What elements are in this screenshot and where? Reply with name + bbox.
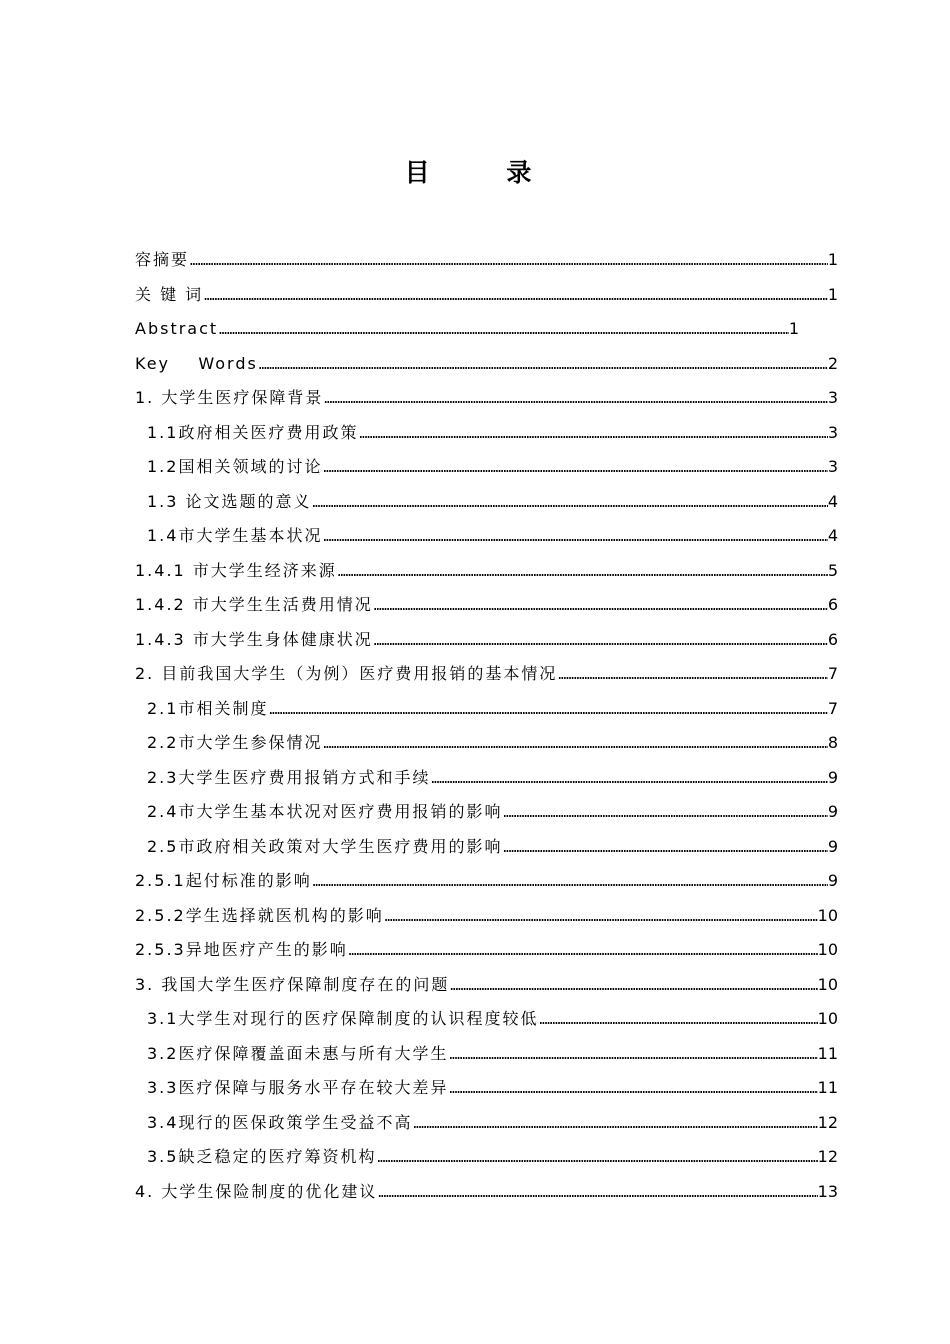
- toc-entry-label: 3.4现行的医保政策学生受益不高: [147, 1112, 413, 1132]
- toc-leader-dots: [373, 625, 828, 658]
- toc-entry-label: 关 键 词: [135, 284, 204, 304]
- toc-entry-label: 3.2医疗保障覆盖面未惠与所有大学生: [147, 1043, 449, 1063]
- toc-entry[interactable]: [135, 416, 838, 451]
- toc-leader-dots: [502, 832, 827, 865]
- toc-leader-dots: [323, 383, 827, 416]
- toc-entry[interactable]: [135, 1106, 838, 1141]
- toc-entry[interactable]: [135, 864, 838, 899]
- toc-entry-page: 3: [827, 422, 838, 442]
- toc-entry-label: 1. 大学生医疗保障背景: [135, 388, 324, 407]
- toc-leader-dots: [502, 797, 827, 830]
- toc-entry[interactable]: [135, 933, 838, 968]
- toc-entry-page: 12: [817, 1147, 838, 1166]
- toc-entry-page: 9: [827, 836, 838, 856]
- toc-entry-label: Key Words: [135, 353, 258, 373]
- toc-leader-dots: [430, 763, 827, 796]
- toc-entry-page: 13: [817, 1181, 838, 1201]
- toc-leader-dots: [322, 521, 827, 554]
- toc-entry[interactable]: [135, 1002, 838, 1037]
- toc-entry-page: 10: [817, 1009, 838, 1028]
- toc-entry[interactable]: [135, 347, 838, 382]
- toc-entry-page: 6: [827, 595, 838, 614]
- toc-entry-page: 7: [827, 664, 838, 683]
- toc-leader-dots: [312, 487, 828, 520]
- toc-leader-dots: [377, 1177, 817, 1210]
- toc-entry[interactable]: [135, 243, 838, 278]
- toc-entry-label: 1.4.2 市大学生生活费用情况: [135, 595, 373, 614]
- toc-entry-label: 2.5.1起付标准的影响: [135, 871, 312, 890]
- toc-entry-label: 容摘要: [135, 250, 190, 269]
- toc-leader-dots: [376, 1142, 817, 1175]
- toc-entry-page: 3: [827, 457, 838, 476]
- toc-entry-label: 3.5缺乏稳定的医疗筹资机构: [147, 1147, 377, 1166]
- toc-entry[interactable]: [135, 623, 838, 658]
- toc-entry-page: 5: [827, 560, 838, 580]
- toc-leader-dots: [412, 1108, 817, 1141]
- toc-entry[interactable]: [135, 795, 838, 830]
- toc-entry-label: 1.1政府相关医疗费用政策: [147, 422, 359, 442]
- toc-entry-page: 8: [827, 733, 838, 752]
- toc-entry[interactable]: [135, 968, 838, 1003]
- toc-entry-label: 2.4市大学生基本状况对医疗费用报销的影响: [147, 802, 503, 821]
- toc-entry-page: 3: [827, 388, 838, 407]
- toc-entry-page: 11: [817, 1078, 838, 1097]
- toc-entry-page: 10: [817, 940, 838, 959]
- toc-leader-dots: [268, 694, 827, 727]
- toc-entry[interactable]: [135, 830, 838, 865]
- toc-entry-label: 2.5.2学生选择就医机构的影响: [135, 905, 384, 925]
- toc-leader-dots: [337, 556, 828, 589]
- toc-entry-page: 1: [827, 250, 838, 269]
- toc-entry-label: Abstract: [135, 319, 219, 338]
- toc-entry-page: 4: [827, 491, 838, 511]
- toc-entry-label: 1.3 论文选题的意义: [147, 491, 312, 511]
- toc-entry[interactable]: [135, 1071, 838, 1106]
- toc-entry[interactable]: [135, 588, 838, 623]
- toc-leader-dots: [557, 659, 827, 692]
- toc-entry-page: 10: [817, 974, 838, 994]
- toc-leader-dots: [384, 901, 818, 934]
- toc-entry-label: 3.3医疗保障与服务水平存在较大差异: [147, 1078, 449, 1097]
- toc-entry-label: 2.2市大学生参保情况: [147, 733, 323, 752]
- toc-entry[interactable]: [135, 657, 838, 692]
- toc-leader-dots: [448, 1073, 817, 1106]
- toc-entry[interactable]: [135, 381, 838, 416]
- toc-leader-dots: [189, 245, 828, 278]
- toc-entry-page: 4: [827, 526, 838, 545]
- toc-entry[interactable]: [135, 761, 838, 796]
- toc-entry[interactable]: [135, 485, 838, 520]
- toc-entry-label: 1.4.3 市大学生身体健康状况: [135, 629, 373, 649]
- toc-leader-dots: [449, 970, 817, 1003]
- toc-entry[interactable]: [135, 278, 838, 313]
- toc-title: 目 录: [404, 158, 566, 187]
- toc-entry-page: 9: [827, 871, 838, 890]
- table-of-contents: [135, 243, 838, 1209]
- toc-entry-label: 2. 目前我国大学生（为例）医疗费用报销的基本情况: [135, 664, 558, 683]
- toc-entry-page: 7: [827, 698, 838, 718]
- toc-entry-page: 1: [788, 319, 799, 338]
- toc-entry-page: 9: [827, 767, 838, 787]
- toc-leader-dots: [312, 866, 828, 899]
- toc-entry[interactable]: [135, 1175, 838, 1210]
- toc-entry-page: 11: [817, 1043, 838, 1063]
- toc-entry-label: 1.4.1 市大学生经济来源: [135, 560, 337, 580]
- toc-entry-label: 3. 我国大学生医疗保障制度存在的问题: [135, 974, 450, 994]
- toc-leader-dots: [258, 349, 828, 382]
- toc-entry[interactable]: [135, 312, 799, 347]
- toc-entry-page: 2: [827, 353, 838, 373]
- toc-entry-page: 6: [827, 629, 838, 649]
- toc-entry[interactable]: [135, 726, 838, 761]
- toc-entry[interactable]: [135, 450, 838, 485]
- toc-entry-label: 1.4市大学生基本状况: [147, 526, 323, 545]
- toc-entry[interactable]: [135, 519, 838, 554]
- toc-leader-dots: [358, 418, 827, 451]
- toc-entry-label: 3.1大学生对现行的医疗保障制度的认识程度较低: [147, 1009, 539, 1028]
- toc-entry[interactable]: [135, 1140, 838, 1175]
- toc-leader-dots: [203, 280, 828, 313]
- toc-leader-dots: [322, 728, 827, 761]
- toc-entry-label: 2.3大学生医疗费用报销方式和手续: [147, 767, 431, 787]
- toc-leader-dots: [538, 1004, 817, 1037]
- toc-entry[interactable]: [135, 899, 838, 934]
- toc-entry-label: 2.5.3异地医疗产生的影响: [135, 940, 348, 959]
- toc-leader-dots: [448, 1039, 817, 1072]
- toc-entry[interactable]: [135, 692, 838, 727]
- toc-leader-dots: [373, 590, 828, 623]
- toc-entry-label: 4. 大学生保险制度的优化建议: [135, 1181, 378, 1201]
- toc-entry[interactable]: [135, 1037, 838, 1072]
- toc-entry-page: 9: [827, 802, 838, 821]
- toc-leader-dots: [348, 935, 818, 968]
- toc-entry-label: 2.1市相关制度: [147, 698, 269, 718]
- toc-entry-page: 1: [827, 284, 838, 304]
- toc-entry-page: 12: [817, 1112, 838, 1132]
- toc-entry[interactable]: [135, 554, 838, 589]
- toc-leader-dots: [322, 452, 827, 485]
- toc-entry-page: 10: [817, 905, 838, 925]
- toc-leader-dots: [218, 314, 789, 347]
- toc-entry-label: 1.2国相关领域的讨论: [147, 457, 323, 476]
- toc-entry-label: 2.5市政府相关政策对大学生医疗费用的影响: [147, 836, 503, 856]
